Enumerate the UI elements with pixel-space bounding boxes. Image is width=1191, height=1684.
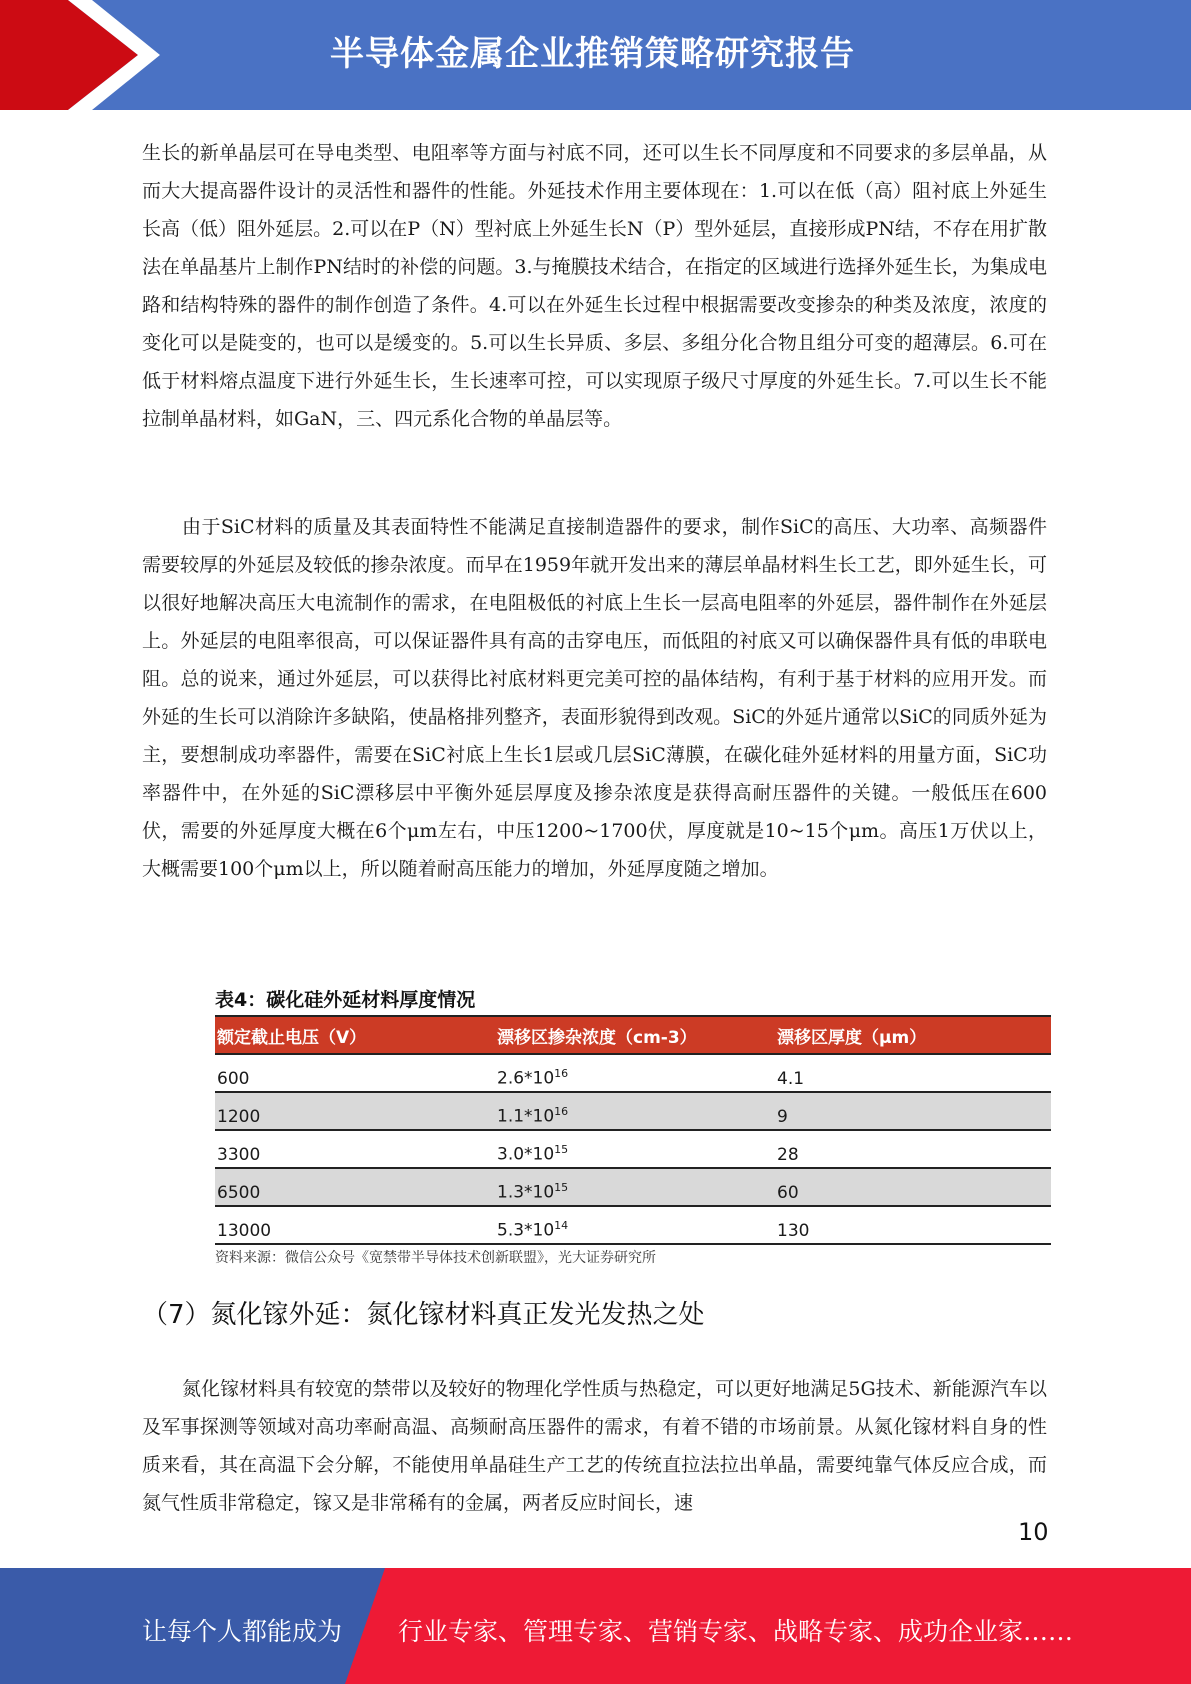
voltage-cell: 1200 xyxy=(215,1092,495,1130)
voltage-cell: 13000 xyxy=(215,1206,495,1244)
table-row xyxy=(215,1206,1051,1244)
doping-cell: $1.1*10^{16}$ xyxy=(495,1092,775,1130)
paragraph-text: 生长的新单晶层可在导电类型、电阻率等方面与衬底不同，还可以生长不同厚度和不同要求的多层单晶，从而大大提高器件设计的灵活性和器件的性能。外延技术作用主要体现在：1.可以在低（高）阻衬底上外延生长高（低）阻外延层。2.可以在P（N）型衬底上外延生长N（P）型外延层，直接形成PN结，不存在用扩散法在单晶基片上制作PN结时的补偿的问题。3.与掩膜技术结合，在指定的区域进行选择外延生长，为集成电路和结构特殊的器件的制作创造了条件。4.可以在外延生长过程中根据需要改变掺杂的种类及浓度，浓度的变化可以是陡变的，也可以是缓变的。5.可以生长异质、多层、多组分化合物且组分可变的超薄层。6.可在低于材料熔点温度下进行外延生长，生长速率可控，可以实现原子级尺寸厚度的外延生长。7.可以生长不能拉制单晶材料，如GaN，三、四元系化合物的单晶层等。 xyxy=(142,142,1047,430)
table-header-row xyxy=(215,1016,1051,1054)
thickness-cell: 9 xyxy=(775,1092,1051,1130)
thickness-cell: 60 xyxy=(775,1168,1051,1206)
paragraph-1 xyxy=(142,134,1047,438)
paragraph-text: 氮化镓材料具有较宽的禁带以及较好的物理化学性质与热稳定，可以更好地满足5G技术、新能源汽车以及军事探测等领域对高功率耐高温、高频耐高压器件的需求，有着不错的市场前景。从氮化镓材料自身的性质来看，其在高温下会分解，不能使用单晶硅生产工艺的传统直拉法拉出单晶，需要纯靠气体反应合成，而氮气性质非常稳定，镓又是非常稀有的金属，两者反应时间长，速 xyxy=(142,1378,1047,1514)
header-title: 半导体金属企业推销策略研究报告 xyxy=(330,34,855,74)
paragraph-3 xyxy=(142,1370,1047,1522)
footer-slogan-right: 行业专家、管理专家、营销专家、战略专家、成功企业家…… xyxy=(398,1617,1074,1646)
page-number: 10 xyxy=(1018,1518,1049,1546)
table-title: 表4：碳化硅外延材料厚度情况 xyxy=(215,989,476,1011)
table-row xyxy=(215,1092,1051,1130)
voltage-cell: 3300 xyxy=(215,1130,495,1168)
table-block xyxy=(215,985,1051,1267)
footer-slogan-left: 让每个人都能成为 xyxy=(142,1617,343,1646)
page-footer xyxy=(0,1568,1191,1684)
table-row xyxy=(215,1168,1051,1206)
doping-cell: $2.6*10^{16}$ xyxy=(495,1054,775,1092)
section-heading: （7）氮化镓外延：氮化镓材料真正发光发热之处 xyxy=(142,1300,705,1330)
table-source: 资料来源：微信公众号《宽禁带半导体技术创新联盟》，光大证券研究所 xyxy=(215,1250,656,1266)
page-header xyxy=(0,0,1191,110)
doping-cell: $3.0*10^{15}$ xyxy=(495,1130,775,1168)
table-header-cell: 漂移区厚度（μm） xyxy=(775,1016,1051,1054)
doping-cell: $1.3*10^{15}$ xyxy=(495,1168,775,1206)
data-table xyxy=(215,1015,1051,1245)
header-chevron-icon xyxy=(0,0,160,110)
table-header-cell: 额定截止电压（V） xyxy=(215,1016,495,1054)
thickness-cell: 28 xyxy=(775,1130,1051,1168)
voltage-cell: 600 xyxy=(215,1054,495,1092)
paragraph-text: 由于SiC材料的质量及其表面特性不能满足直接制造器件的要求，制作SiC的高压、大功率、高频器件需要较厚的外延层及较低的掺杂浓度。而早在1959年就开发出来的薄层单晶材料生长工艺，即外延生长，可以很好地解决高压大电流制作的需求，在电阻极低的衬底上生长一层高电阻率的外延层，器件制作在外延层上。外延层的电阻率很高，可以保证器件具有高的击穿电压，而低阻的衬底又可以确保器件具有低的串联电阻。总的说来，通过外延层，可以获得比衬底材料更完美可控的晶体结构，有利于基于材料的应用开发。而外延的生长可以消除许多缺陷，使晶格排列整齐，表面形貌得到改观。SiC的外延片通常以SiC的同质外延为主，要想制成功率器件，需要在SiC衬底上生长1层或几层SiC薄膜，在碳化硅外延材料的用量方面，SiC功率器件中，在外延的SiC漂移层中平衡外延层厚度及掺杂浓度是获得高耐压器件的关键。一般低压在600伏，需要的外延厚度大概在6个μm左右，中压1200~1700伏，厚度就是10~15个μm。高压1万伏以上，大概需要100个μm以上，所以随着耐高压能力的增加，外延厚度随之增加。 xyxy=(142,516,1047,880)
table-row xyxy=(215,1054,1051,1092)
doping-cell: $5.3*10^{14}$ xyxy=(495,1206,775,1244)
table-header-cell: 漂移区掺杂浓度（cm-3） xyxy=(495,1016,775,1054)
paragraph-2 xyxy=(142,508,1047,888)
thickness-cell: 4.1 xyxy=(775,1054,1051,1092)
voltage-cell: 6500 xyxy=(215,1168,495,1206)
table-row xyxy=(215,1130,1051,1168)
thickness-cell: 130 xyxy=(775,1206,1051,1244)
